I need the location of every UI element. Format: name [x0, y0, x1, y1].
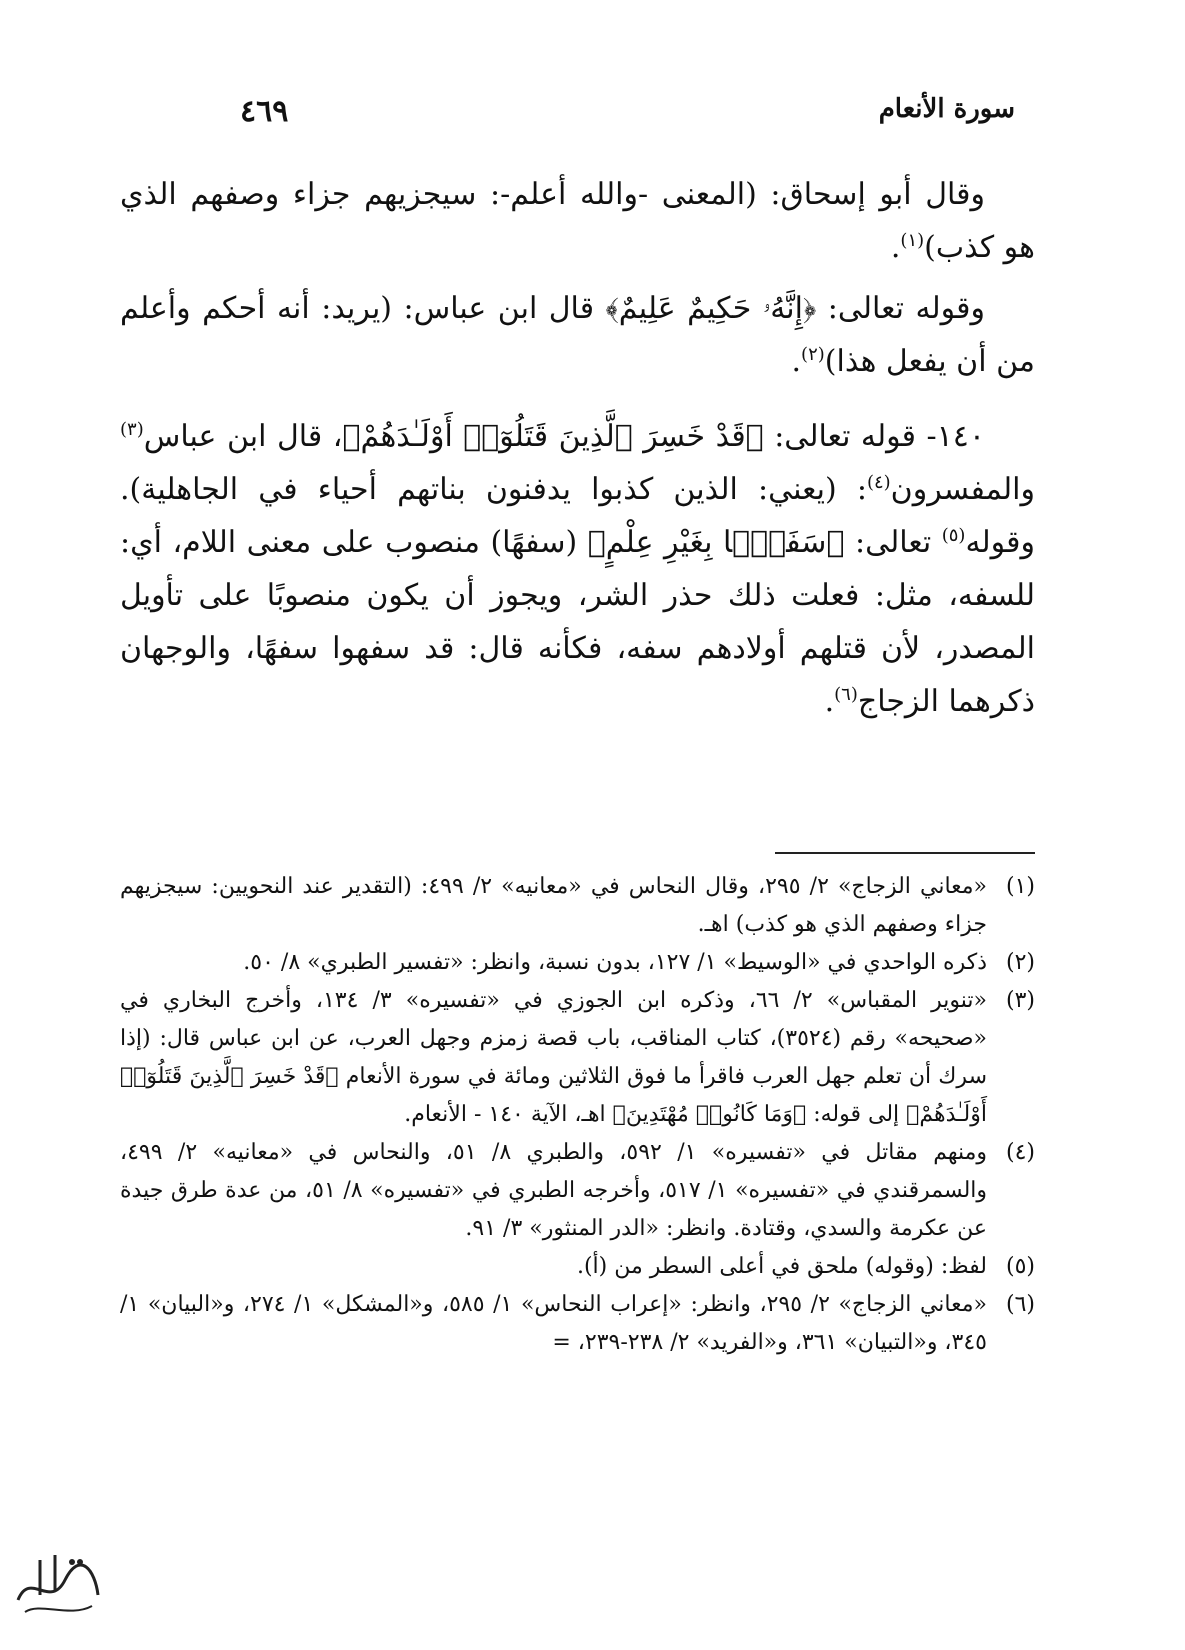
footnote-number: (١): [1005, 874, 1035, 899]
footnote-ref: (٣): [120, 419, 144, 440]
footnote: [120, 868, 1035, 944]
footnote-text: «معاني الزجاج» ٢/ ٢٩٥، وانظر: «إعراب النحاس» ١/ ٥٨٥، و«المشكل» ١/ ٢٧٤، و«البيان» ١/ ٣٤٥، و«التبيان» ٣٦١، و«الفريد» ٢/ ٢٣٨-٢٣٩، =: [120, 1292, 987, 1355]
paragraph-text: تعالى:: [844, 525, 942, 560]
footnote-number: (٢): [1005, 950, 1035, 975]
footnote-number: (٣): [1005, 988, 1035, 1013]
paragraph-text: ١٤٠- قوله تعالى:: [763, 419, 985, 454]
footnote: [120, 1286, 1035, 1362]
punctuation: .: [890, 230, 901, 265]
page-number: ٤٦٩: [240, 94, 289, 129]
paragraph-text: ، قال ابن عباس: [143, 419, 343, 454]
footnote-text: «معاني الزجاج» ٢/ ٢٩٥، وقال النحاس في «معانيه» ٢/ ٤٩٩: (التقدير عند النحويين: سيجزيهم جزاء وصفهم الذي هو كذب) اهـ.: [120, 874, 988, 937]
footnotes: [120, 868, 1035, 1362]
footnote-divider: [775, 852, 1035, 854]
quran-verse: ﴿إِنَّهُۥ حَكِيمٌ عَلِيمٌ﴾: [605, 291, 817, 326]
quran-verse: ﴿قَدْ خَسِرَ ٱلَّذِينَ قَتَلُوٓا۟ أَوْلَـٰدَهُمْ﴾: [342, 419, 764, 454]
punctuation: .: [824, 684, 835, 719]
page: [120, 0, 1035, 1650]
footnote-ref: (٢): [801, 344, 825, 365]
page-header: [120, 94, 1035, 144]
footnote: [120, 944, 1035, 982]
footnote-text: ذكره الواحدي في «الوسيط» ١/ ١٢٧، بدون نسبة، وانظر: «تفسير الطبري» ٨/ ٥٠.: [243, 950, 987, 975]
paragraph-text: وقال أبو إسحاق: (المعنى -والله أعلم-: سيجزيهم جزاء وصفهم الذي هو كذب): [120, 177, 1035, 265]
footnote-number: (٤): [1005, 1140, 1035, 1165]
paragraph-2: [120, 282, 1035, 388]
paragraph-3: [120, 410, 1035, 728]
paragraph-1: [120, 168, 1035, 274]
footnote: [120, 982, 1035, 1134]
running-title: سورة الأنعام: [878, 94, 1015, 124]
footnote-ref: (٥): [941, 525, 966, 546]
footnote-number: (٦): [1005, 1292, 1035, 1317]
footnote-ref: (١): [900, 230, 925, 251]
footnote-number: (٥): [1005, 1254, 1035, 1279]
publisher-logo-icon: [10, 1540, 105, 1630]
paragraph-text: والمفسرون: [890, 472, 1035, 507]
footnote: [120, 1248, 1035, 1286]
paragraph-text: وقوله تعالى:: [816, 291, 985, 326]
paragraph-text: : (يعني: الذين كذبوا يدفنون بناتهم أحياء في الجاهلية). وقوله: [120, 472, 1036, 560]
footnote-text: لفظ: (وقوله) ملحق في أعلى السطر من (أ).: [576, 1254, 987, 1279]
punctuation: .: [791, 344, 802, 379]
paragraph-text: قال ابن عباس: (يريد: أنه أحكم وأعلم من أن يفعل هذا): [120, 291, 1035, 379]
main-text: [120, 168, 1035, 736]
footnote-ref: (٦): [834, 684, 858, 705]
footnote-text: ومنهم مقاتل في «تفسيره» ١/ ٥٩٢، والطبري ٨/ ٥١، والنحاس في «معانيه» ٢/ ٤٩٩، والسمرقندي في «تفسيره» ١/ ٥١٧، وأخرجه الطبري في «تفسيره» ٨/ ٥١، من عدة طرق جيدة عن عكرمة والسدي، وقتادة. وانظر: «الدر المنثور» ٣/ ٩١.: [120, 1140, 988, 1241]
footnote-ref: (٤): [866, 472, 891, 493]
quran-verse: ﴿سَفَهًۢا بِغَيْرِ عِلْمٍ﴾: [587, 525, 845, 560]
paragraph-text: (سفهًا) منصوب على معنى اللام، أي: للسفه، مثل: فعلت ذلك حذر الشر، ويجوز أن يكون منصوبًا على تأويل المصدر، لأن قتلهم أولادهم سفه، فكأنه قال: قد سفهوا سفهًا، والوجهان ذكرهما الزجاج: [120, 525, 1035, 719]
footnote: [120, 1134, 1035, 1248]
footnote-text: «تنوير المقباس» ٢/ ٦٦، وذكره ابن الجوزي في «تفسيره» ٣/ ١٣٤، وأخرج البخاري في «صحيحه» رقم (٣٥٢٤)، كتاب المناقب، باب قصة زمزم وجهل العرب، عن ابن عباس قال: (إذا سرك أن تعلم جهل العرب فاقرأ ما فوق الثلاثين ومائة في سورة الأنعام ﴿قَدْ خَسِرَ ٱلَّذِينَ قَتَلُوٓا۟ أَوْلَـٰدَهُمْ﴾ إلى قوله: ﴿وَمَا كَانُوا۟ مُهْتَدِينَ﴾ اهـ، الآية ١٤٠ - الأنعام.: [120, 988, 988, 1127]
